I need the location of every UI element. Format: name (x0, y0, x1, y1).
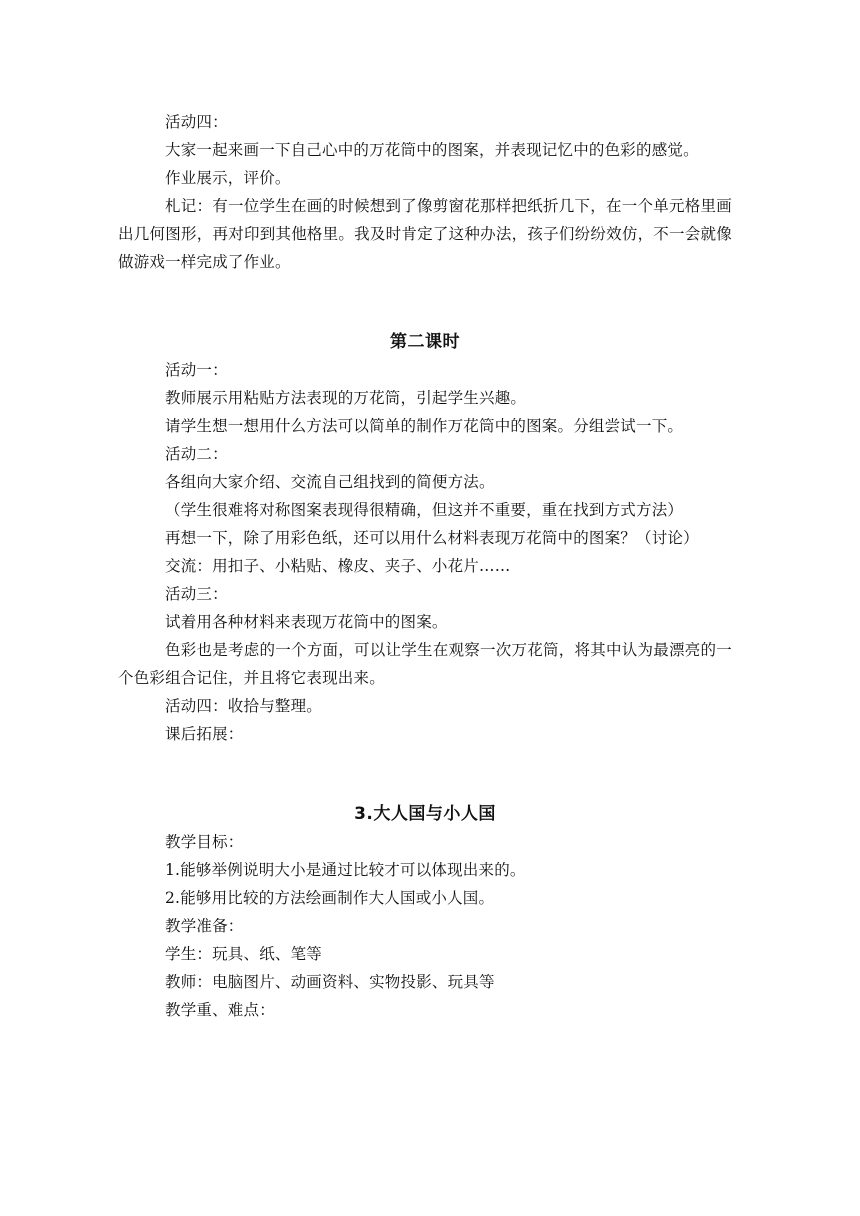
paragraph: 活动二： (165, 445, 228, 463)
paragraph: （学生很难将对称图案表现得很精确，但这并不重要，重在找到方式方法） (165, 501, 684, 519)
paragraph: 活动一： (165, 361, 228, 379)
paragraph: 学生：玩具、纸、笔等 (165, 945, 323, 963)
paragraph: 教学重、难点： (165, 1001, 275, 1019)
paragraph: 2.能够用比较的方法绘画制作大人国或小人国。 (165, 889, 495, 907)
section-heading: 3.大人国与小人国 (354, 804, 496, 824)
paragraph: 教学准备： (165, 917, 244, 935)
paragraph: 札记：有一位学生在画的时候想到了像剪窗花那样把纸折几下，在一个单元格里画出几何图形，再对印到其他格里。我及时肯定了这种办法，孩子们纷纷效仿，不一会就像做游戏一样完成了作业。 (118, 197, 732, 271)
paragraph: 试着用各种材料来表现万花筒中的图案。 (165, 613, 448, 631)
paragraph: 活动四：收拾与整理。 (165, 697, 323, 715)
paragraph: 再想一下，除了用彩色纸，还可以用什么材料表现万花筒中的图案？（讨论） (165, 529, 699, 547)
paragraph: 课后拓展： (165, 725, 244, 743)
paragraph: 请学生想一想用什么方法可以简单的制作万花筒中的图案。分组尝试一下。 (165, 417, 684, 435)
section-heading: 第二课时 (390, 332, 460, 352)
paragraph: 教师展示用粘贴方法表现的万花筒，引起学生兴趣。 (165, 389, 527, 407)
document-body (118, 108, 732, 1024)
paragraph: 教师：电脑图片、动画资料、实物投影、玩具等 (165, 973, 495, 991)
paragraph: 活动四： (165, 113, 228, 131)
paragraph: 交流：用扣子、小粘贴、橡皮、夹子、小花片…… (165, 557, 511, 575)
section-activity-four (118, 108, 732, 276)
paragraph: 大家一起来画一下自己心中的万花筒中的图案，并表现记忆中的色彩的感觉。 (165, 141, 699, 159)
paragraph: 活动三： (165, 585, 228, 603)
section-lesson-three (118, 800, 732, 1024)
paragraph: 色彩也是考虑的一个方面，可以让学生在观察一次万花筒，将其中认为最漂亮的一个色彩组合记住，并且将它表现出来。 (118, 641, 732, 687)
paragraph: 教学目标： (165, 833, 244, 851)
spacer (118, 748, 732, 800)
paragraph: 作业展示，评价。 (165, 169, 291, 187)
paragraph: 1.能够举例说明大小是通过比较才可以体现出来的。 (165, 861, 526, 879)
spacer (118, 276, 732, 328)
paragraph: 各组向大家介绍、交流自己组找到的简便方法。 (165, 473, 495, 491)
section-second-lesson (118, 328, 732, 748)
